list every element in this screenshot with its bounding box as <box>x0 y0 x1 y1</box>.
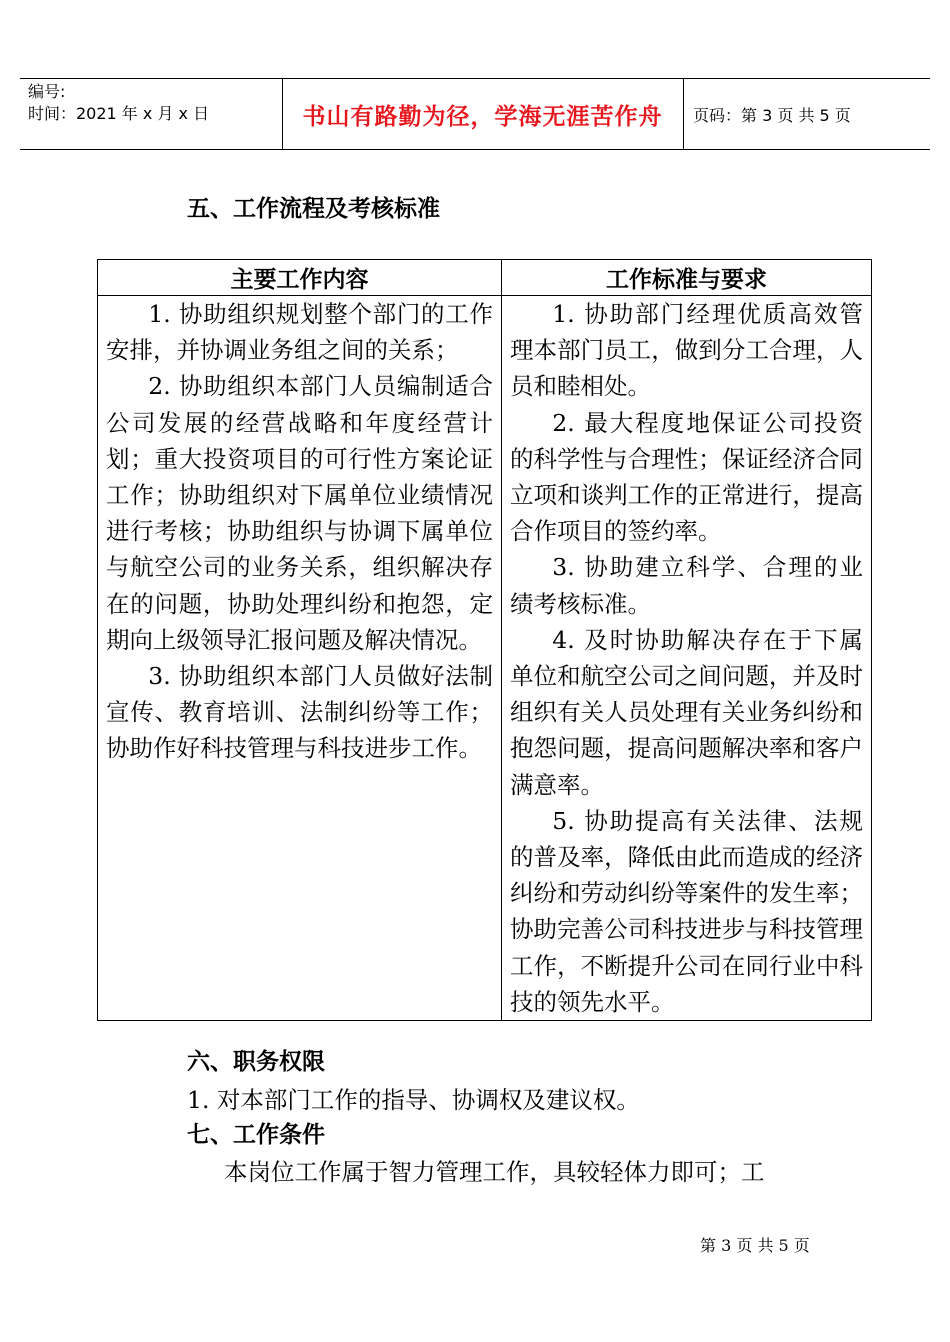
table-header-standard: 工作标准与要求 <box>502 260 872 296</box>
list-item: 4. 及时协助解决存在于下属单位和航空公司之间问题，并及时组织有关人员处理有关业务纠纷和抱怨问题，提高问题解决率和客户满意率。 <box>510 625 863 799</box>
workflow-table <box>97 259 872 1021</box>
footer-page-number: 第 3 页 共 5 页 <box>700 1236 810 1255</box>
time-label: 时间：2021 年 x 月 x 日 <box>28 104 210 123</box>
list-item: 3. 协助建立科学、合理的业绩考核标准。 <box>510 553 863 618</box>
main-work-cell <box>98 296 502 1021</box>
header-motto: 书山有路勤为径，学海无涯苦作舟 <box>302 104 663 130</box>
list-item: 2. 协助组织本部门人员编制适合公司发展的经营战略和年度经营计划；重大投资项目的可行性方案论证工作；协助组织对下属单位业绩情况进行考核；协助组织与协调下属单位与航空公司的业务关系，组织解决存在的问题，协助处理纠纷和抱怨，定期向上级领导汇报问题及解决情况。 <box>106 372 493 654</box>
header-divider <box>683 79 684 149</box>
section5-heading: 五、工作流程及考核标准 <box>187 196 440 222</box>
list-item: 2. 最大程度地保证公司投资的科学性与合理性；保证经济合同立项和谈判工作的正常进行，提高合作项目的签约率。 <box>510 408 863 546</box>
page-header <box>20 78 930 150</box>
list-item: 1. 协助组织规划整个部门的工作安排，并协调业务组之间的关系； <box>106 300 493 365</box>
standard-cell <box>502 296 872 1021</box>
list-item: 1. 协助部门经理优质高效管理本部门员工，做到分工合理，人员和睦相处。 <box>510 300 863 401</box>
header-meta <box>28 81 278 125</box>
table-header-content: 主要工作内容 <box>98 260 502 296</box>
section7-text: 本岗位工作属于智力管理工作，具较轻体力即可；工 <box>224 1158 765 1186</box>
header-page-code: 页码：第 3 页 共 5 页 <box>693 106 851 125</box>
section6-heading: 六、职务权限 <box>187 1049 325 1075</box>
table-row <box>98 296 872 1021</box>
list-item: 3. 协助组织本部门人员做好法制宣传、教育培训、法制纠纷等工作；协助作好科技管理与科技进步工作。 <box>106 662 493 763</box>
list-item: 5. 协助提高有关法律、法规的普及率，降低由此而造成的经济纠纷和劳动纠纷等案件的发生率；协助完善公司科技进步与科技管理工作，不断提升公司在同行业中科技的领先水平。 <box>510 806 863 1016</box>
code-label: 编号: <box>28 82 66 101</box>
section7-heading: 七、工作条件 <box>187 1122 325 1148</box>
section6-item: 1. 对本部门工作的指导、协调权及建议权。 <box>187 1086 640 1114</box>
